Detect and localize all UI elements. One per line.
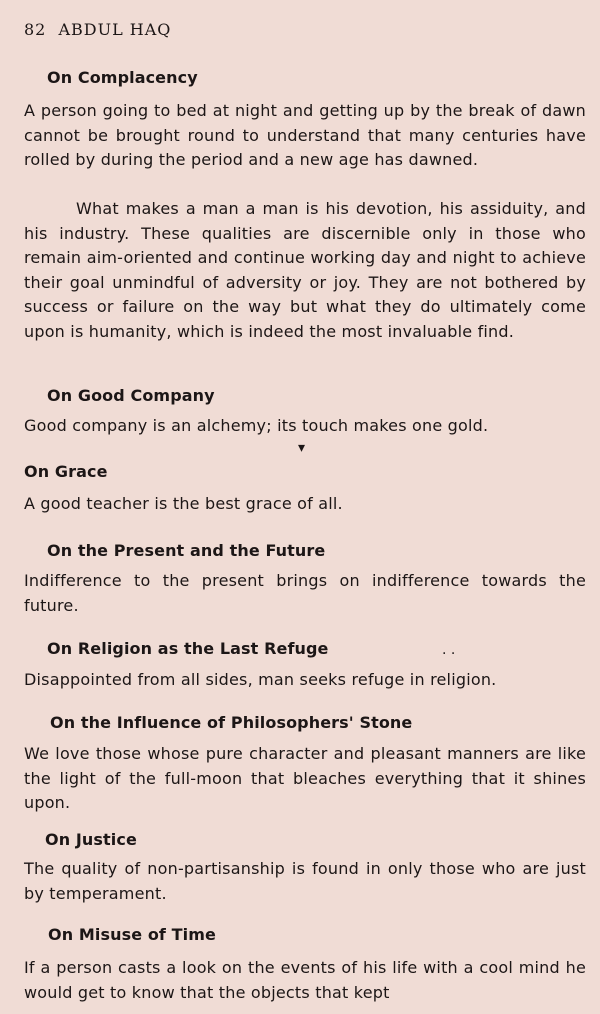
- paragraph-grace: A good teacher is the best grace of all.: [24, 494, 343, 513]
- section-title-grace: On Grace: [24, 462, 108, 481]
- section-title-misuse-of-time: On Misuse of Time: [48, 925, 216, 944]
- page-header: [24, 20, 171, 39]
- paragraph-complacency-2: What makes a man a man is his devotion, his assiduity, and his industry. These qualities are discernible only in those who remain aim-oriented and continue working day and night to achieve their goal unmindful of adversity or joy. They are not bothered by success or failure on the way but what they do ultimately come upon is humanity, which is indeed the most invaluable find.: [24, 199, 586, 341]
- ink-mark: ▾: [298, 440, 306, 456]
- paragraph-complacency-1: A person going to bed at night and getting up by the break of dawn cannot be brought round to understand that many centuries have rolled by during the period and a new age has dawned.: [24, 101, 586, 170]
- dot-mark: . .: [442, 642, 456, 658]
- section-title-justice: On Justice: [45, 830, 137, 849]
- section-title-religion: On Religion as the Last Refuge: [47, 639, 329, 658]
- paragraph-present-future: Indifference to the present brings on indifference towards the future.: [24, 571, 586, 615]
- paragraph-justice: The quality of non-partisanship is found in only those who are just by temperament.: [24, 859, 586, 903]
- section-title-good-company: On Good Company: [47, 386, 215, 405]
- section-title-present-future: On the Present and the Future: [47, 541, 326, 560]
- section-title-complacency: On Complacency: [47, 68, 198, 87]
- running-title: ABDUL HAQ: [58, 20, 172, 39]
- paragraph-good-company: Good company is an alchemy; its touch makes one gold.: [24, 416, 489, 435]
- paragraph-misuse-of-time: If a person casts a look on the events of his life with a cool mind he would get to know that the objects that kept: [24, 958, 586, 1002]
- page-number: 82: [24, 20, 47, 39]
- paragraph-philosophers-stone: We love those whose pure character and pleasant manners are like the light of the full-moon that bleaches everything that it shines upon.: [24, 744, 586, 813]
- section-title-philosophers-stone: On the Influence of Philosophers' Stone: [50, 713, 413, 732]
- paragraph-religion: Disappointed from all sides, man seeks refuge in religion.: [24, 670, 497, 689]
